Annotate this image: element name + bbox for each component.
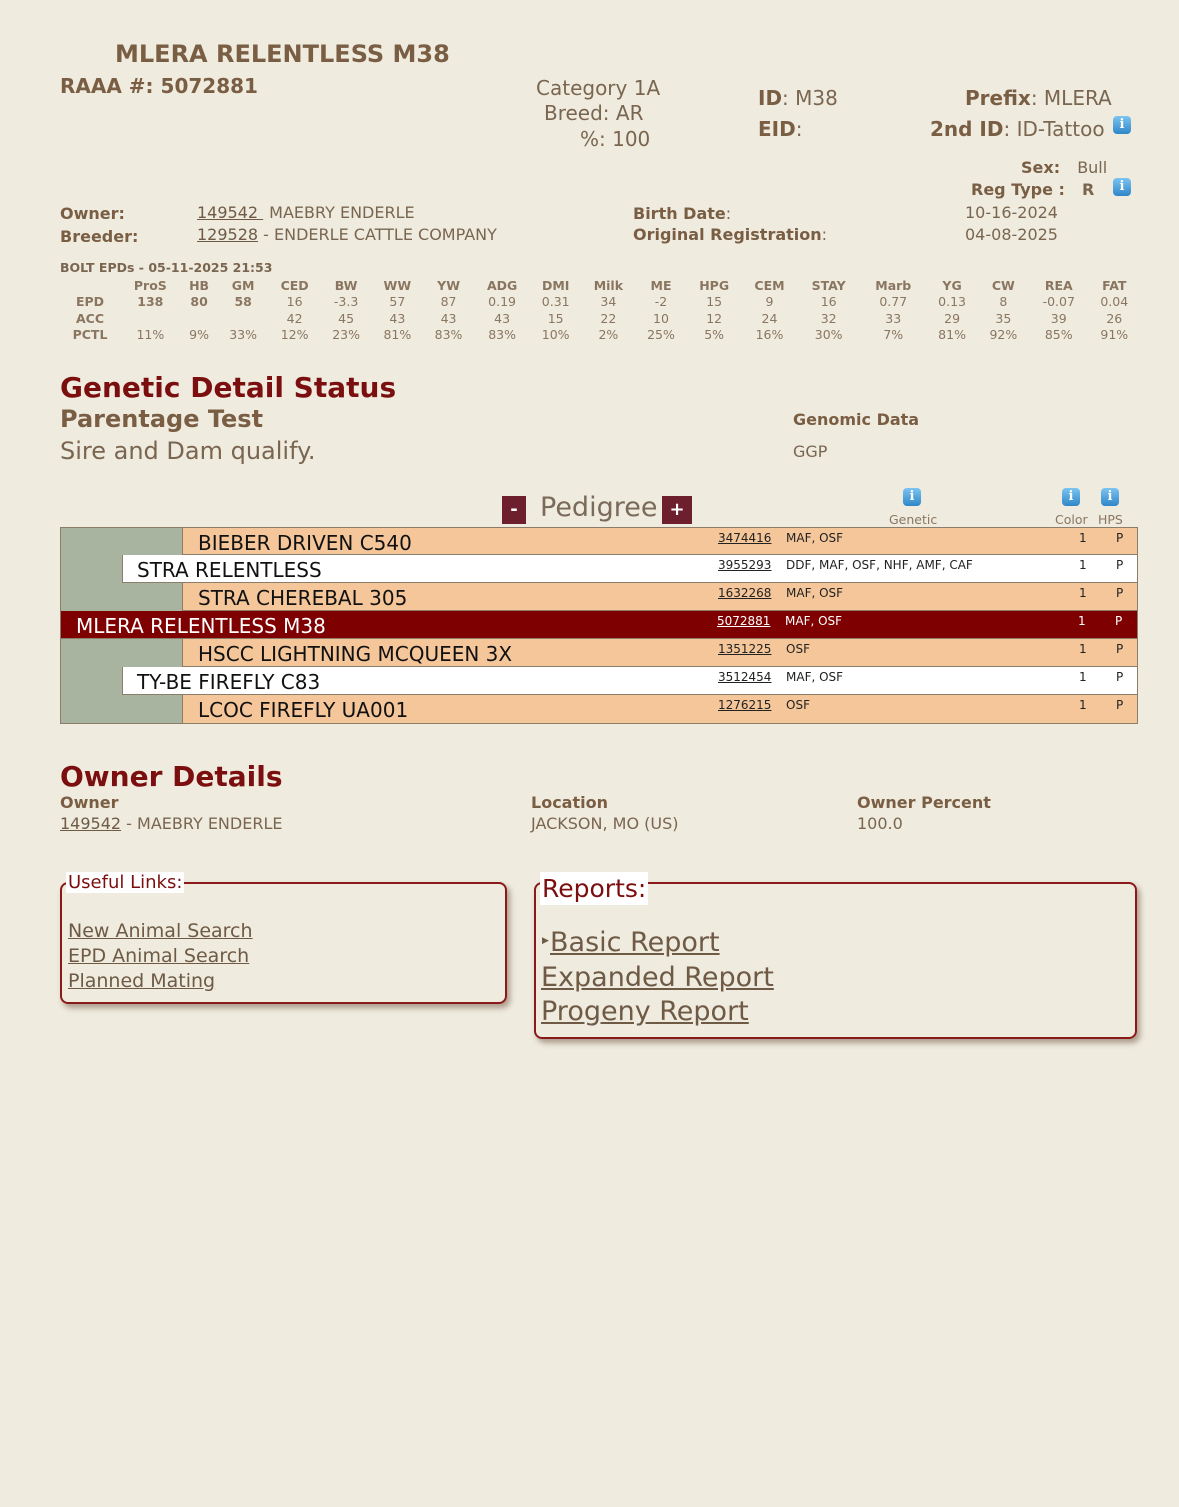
epd-title: BOLT EPDs - 05-11-2025 21:53 xyxy=(60,260,273,275)
hps-info-icon[interactable]: i xyxy=(1101,488,1119,506)
birth-date-label: Birth Date: xyxy=(633,204,732,223)
reports-title: Reports: xyxy=(542,874,647,903)
epd-value-cell xyxy=(181,310,218,327)
epd-value-cell: 0.19 xyxy=(488,294,517,310)
pedigree-row-sire-dam[interactable] xyxy=(182,583,1137,611)
sex xyxy=(1021,158,1107,177)
reg-type-label: Reg Type : xyxy=(971,180,1065,199)
owner-heading: Owner xyxy=(60,793,119,812)
epd-value-cell: 92% xyxy=(989,327,1018,343)
epd-column-header: DMI xyxy=(541,277,570,293)
epd-column-header: CED xyxy=(280,277,309,293)
pedigree-collapse-button[interactable]: - xyxy=(502,496,526,524)
sex-label: Sex: xyxy=(1021,158,1061,177)
pedigree-reg-link[interactable]: 5072881 xyxy=(717,614,771,628)
owner-detail-line xyxy=(60,814,282,833)
color-info-icon[interactable]: i xyxy=(1062,488,1080,506)
epd-column-header: HPG xyxy=(699,277,730,293)
pedigree-name: BIEBER DRIVEN C540 xyxy=(198,531,412,555)
epd-value-cell: 30% xyxy=(814,327,843,343)
epd-column-header: Marb xyxy=(875,277,912,293)
epd-value-cell: -3.3 xyxy=(333,294,359,310)
breed xyxy=(544,101,643,125)
epd-value-cell: 87 xyxy=(440,294,457,310)
epd-corner-cell xyxy=(60,277,120,294)
reports-box xyxy=(534,874,1137,1039)
prefix: Prefix: MLERA xyxy=(965,86,1112,110)
epd-value-cell xyxy=(218,310,269,327)
pedigree-row-subject[interactable] xyxy=(61,611,1137,639)
pedigree-title: Pedigree xyxy=(540,492,658,523)
prefix-value: MLERA xyxy=(1043,86,1112,110)
pedigree-color: 1 xyxy=(1079,586,1087,600)
epd-value-cell: 33 xyxy=(885,310,902,326)
breeder-label: Breeder: xyxy=(60,227,139,246)
epd-value-cell: 43 xyxy=(440,310,457,326)
genomic-heading: Genomic Data xyxy=(793,410,920,429)
epd-value-cell: 35 xyxy=(995,310,1012,326)
epd-value-cell: 39 xyxy=(1050,310,1067,326)
epd-column-header: STAY xyxy=(811,277,846,293)
orig-reg-value: 04-08-2025 xyxy=(965,225,1058,244)
epd-row-label: PCTL xyxy=(72,327,108,343)
epd-value-cell: 22 xyxy=(600,310,617,326)
epd-value-cell: 0.04 xyxy=(1100,294,1129,310)
second-id: 2nd ID: ID-Tattoo xyxy=(930,117,1105,141)
epd-value-cell: 29 xyxy=(944,310,961,326)
epd-value-cell: 42 xyxy=(286,310,303,326)
epd-column-header: ProS xyxy=(133,277,167,293)
epd-table xyxy=(60,277,1140,343)
epd-value-cell: 80 xyxy=(190,294,208,310)
pedigree-reg-link[interactable]: 3512454 xyxy=(718,670,772,684)
acc-row xyxy=(60,310,1140,327)
animal-id: ID: M38 xyxy=(758,86,838,110)
genomic-value: GGP xyxy=(793,442,828,461)
second-id-info-icon[interactable]: i xyxy=(1113,116,1131,134)
epd-column-header: CEM xyxy=(754,277,785,293)
epd-value-cell: 0.77 xyxy=(879,294,908,310)
epd-value-cell: 33% xyxy=(229,327,258,343)
new-animal-search-link[interactable]: New Animal Search xyxy=(68,920,253,942)
owner-percent-heading: Owner Percent xyxy=(857,793,991,812)
pedigree-row-sire[interactable] xyxy=(122,555,1137,583)
epd-value-cell: -0.07 xyxy=(1042,294,1075,310)
epd-value-cell: 91% xyxy=(1100,327,1129,343)
eid-label: EID xyxy=(758,117,796,141)
epd-value-cell: 15 xyxy=(547,310,564,326)
location-heading: Location xyxy=(531,793,608,812)
owner-id-link[interactable]: 149542 xyxy=(197,203,264,222)
epd-value-cell: 26 xyxy=(1106,310,1123,326)
orig-reg-label-text: Original Registration xyxy=(633,225,822,244)
second-id-label: 2nd ID xyxy=(930,117,1004,141)
pedigree-color: 1 xyxy=(1079,670,1087,684)
second-id-value: ID-Tattoo xyxy=(1016,117,1105,141)
planned-mating-link[interactable]: Planned Mating xyxy=(68,970,216,992)
pedigree-hps: P xyxy=(1116,531,1124,545)
color-col-label: Color xyxy=(1055,512,1088,527)
owner-line xyxy=(197,203,415,222)
epd-value-cell: 5% xyxy=(704,327,725,343)
eid: EID: xyxy=(758,117,803,141)
epd-value-cell: 7% xyxy=(883,327,904,343)
epd-value-cell: 11% xyxy=(136,327,165,343)
epd-value-cell: 34 xyxy=(600,294,617,310)
animal-name: MLERA RELENTLESS M38 xyxy=(115,40,450,68)
pedigree-name: LCOC FIREFLY UA001 xyxy=(198,698,409,722)
pedigree-hps: P xyxy=(1116,558,1124,572)
epd-value-cell: 81% xyxy=(383,327,412,343)
pedigree-defects: DDF, MAF, OSF, NHF, AMF, CAF xyxy=(786,558,973,572)
epd-value-cell: 0.31 xyxy=(541,294,570,310)
epd-column-header: REA xyxy=(1044,277,1073,293)
pedigree-reg-link[interactable]: 1351225 xyxy=(718,642,772,656)
owner-percent-value: 100.0 xyxy=(857,814,903,833)
breeder-name: - ENDERLE CATTLE COMPANY xyxy=(263,225,497,244)
epd-value-cell: 12% xyxy=(280,327,309,343)
pedigree-name: STRA RELENTLESS xyxy=(137,558,322,582)
raaa-value: 5072881 xyxy=(160,74,258,98)
epd-column-header: YW xyxy=(437,277,460,293)
pedigree-row-dam-sire[interactable] xyxy=(182,639,1137,667)
epd-column-header: GM xyxy=(231,277,255,293)
pedigree-grid xyxy=(60,527,1138,724)
epd-value-cell: -2 xyxy=(654,294,668,310)
pedigree-defects: MAF, OSF xyxy=(785,614,843,628)
pedigree-color: 1 xyxy=(1079,698,1087,712)
bullet-icon: ▶ xyxy=(542,936,549,946)
breeder-id-link[interactable]: 129528 xyxy=(197,225,259,244)
pedigree-color: 1 xyxy=(1079,531,1087,545)
breed-value: AR xyxy=(615,101,644,125)
progeny-report-link[interactable]: Progeny Report xyxy=(541,996,749,1027)
owner-detail-name: - MAEBRY ENDERLE xyxy=(121,814,283,833)
orig-reg-label: Original Registration: xyxy=(633,225,828,244)
epd-value-cell: 83% xyxy=(488,327,516,343)
epd-value-cell: 25% xyxy=(647,327,675,343)
pedigree-defects: MAF, OSF xyxy=(786,531,844,545)
pedigree-hps: P xyxy=(1116,586,1124,600)
pedigree-reg-link[interactable]: 1632268 xyxy=(718,586,772,600)
pedigree-row-dam[interactable] xyxy=(122,667,1137,695)
epd-value-cell: 2% xyxy=(598,327,619,343)
epd-header-row xyxy=(60,277,1140,294)
pedigree-defects: MAF, OSF xyxy=(786,586,844,600)
pedigree-name: STRA CHEREBAL 305 xyxy=(198,586,408,610)
epd-value-cell: 138 xyxy=(137,294,164,310)
owner-details-title: Owner Details xyxy=(60,760,283,793)
owner-detail-id-link[interactable]: 149542 xyxy=(60,814,122,833)
useful-links-box xyxy=(60,872,507,1004)
epd-value-cell: 58 xyxy=(234,294,252,310)
category: Category 1A xyxy=(536,76,661,100)
parentage-text: Sire and Dam qualify. xyxy=(60,437,316,465)
genetic-col-label: Genetic xyxy=(889,512,938,527)
owner-name: MAEBRY ENDERLE xyxy=(269,203,415,222)
epd-value-cell: 57 xyxy=(389,294,406,310)
id-label: ID xyxy=(758,86,783,110)
epd-column-header: YG xyxy=(942,277,962,293)
location-value: JACKSON, MO (US) xyxy=(531,814,679,833)
epd-value-cell: 15 xyxy=(706,294,723,310)
epd-value-cell: 24 xyxy=(761,310,778,326)
pedigree-row-dam-dam[interactable] xyxy=(182,695,1137,723)
pedigree-reg-link[interactable]: 3474416 xyxy=(718,531,772,545)
epd-value-cell: 9 xyxy=(765,294,774,310)
pedigree-defects: OSF xyxy=(786,698,810,712)
percent xyxy=(580,127,650,151)
epd-value-cell: 8 xyxy=(999,294,1008,310)
epd-value-cell: 12 xyxy=(706,310,723,326)
epd-value-cell: 43 xyxy=(494,310,511,326)
pedigree-color: 1 xyxy=(1078,614,1086,628)
epd-column-header: WW xyxy=(383,277,412,293)
epd-value-cell: 23% xyxy=(332,327,361,343)
reg-type-value: R xyxy=(1082,180,1095,199)
epd-column-header: ME xyxy=(650,277,672,293)
raaa-number xyxy=(60,74,258,98)
epd-value-cell: 32 xyxy=(820,310,837,326)
epd-animal-search-link[interactable]: EPD Animal Search xyxy=(68,945,250,967)
pedigree-name: MLERA RELENTLESS M38 xyxy=(76,614,326,638)
epd-value-cell: 10 xyxy=(653,310,669,326)
epd-value-cell: 16% xyxy=(755,327,784,343)
epd-column-header: ADG xyxy=(486,277,518,293)
epd-value-cell: 43 xyxy=(389,310,406,326)
raaa-label: RAAA #: xyxy=(60,74,154,98)
epd-value-cell: 83% xyxy=(434,327,463,343)
breeder-line xyxy=(197,225,497,244)
sex-value: Bull xyxy=(1077,158,1108,177)
pedigree-reg-link[interactable]: 1276215 xyxy=(718,698,772,712)
parentage-heading: Parentage Test xyxy=(60,405,264,433)
epd-column-header: FAT xyxy=(1102,277,1127,293)
epd-value-cell: 85% xyxy=(1044,327,1073,343)
epd-column-header: CW xyxy=(991,277,1015,293)
epd-column-header: Milk xyxy=(593,277,624,293)
pedigree-expand-button[interactable]: + xyxy=(662,496,692,524)
reg-type-info-icon[interactable]: i xyxy=(1113,178,1131,196)
birth-date-label-text: Birth Date xyxy=(633,204,726,223)
percent-label: %: xyxy=(580,127,606,151)
basic-report-link[interactable]: Basic Report xyxy=(550,927,720,958)
epd-value-cell: 0.13 xyxy=(938,294,966,310)
epd-column-header: BW xyxy=(334,277,358,293)
epd-value-cell: 16 xyxy=(286,294,303,310)
epd-value-cell: 81% xyxy=(938,327,966,343)
pedigree-hps: P xyxy=(1116,670,1124,684)
percent-value: 100 xyxy=(612,127,651,151)
pedigree-color: 1 xyxy=(1079,558,1087,572)
epd-value-cell: 9% xyxy=(189,327,210,343)
pedigree-defects: MAF, OSF xyxy=(786,670,844,684)
prefix-label: Prefix xyxy=(965,86,1031,110)
pedigree-name: HSCC LIGHTNING MCQUEEN 3X xyxy=(198,642,513,666)
epd-row-label: ACC xyxy=(75,310,105,326)
genetic-info-icon[interactable]: i xyxy=(903,488,921,506)
epd-row xyxy=(60,294,1140,311)
epd-row-label: EPD xyxy=(75,294,105,310)
pedigree-reg-link[interactable]: 3955293 xyxy=(718,558,772,572)
hps-col-label: HPS xyxy=(1098,512,1123,527)
epd-value-cell: 16 xyxy=(820,294,837,310)
birth-date-value: 10-16-2024 xyxy=(965,203,1058,222)
pedigree-color: 1 xyxy=(1079,642,1087,656)
epd-value-cell: 45 xyxy=(338,310,355,326)
epd-column-header: HB xyxy=(189,277,210,293)
useful-links-title: Useful Links: xyxy=(68,872,183,893)
owner-label: Owner: xyxy=(60,204,125,223)
id-value: M38 xyxy=(795,86,838,110)
breed-label: Breed: xyxy=(544,101,610,125)
pedigree-name: TY-BE FIREFLY C83 xyxy=(137,670,321,694)
pedigree-hps: P xyxy=(1115,614,1123,628)
pctl-row xyxy=(60,327,1140,344)
reg-type xyxy=(971,180,1094,199)
expanded-report-link[interactable]: Expanded Report xyxy=(541,962,774,993)
pedigree-hps: P xyxy=(1116,698,1124,712)
pedigree-row-sire-sire[interactable] xyxy=(182,528,1137,555)
pedigree-defects: OSF xyxy=(786,642,810,656)
pedigree-hps: P xyxy=(1116,642,1124,656)
genetic-title: Genetic Detail Status xyxy=(60,371,397,404)
epd-value-cell: 10% xyxy=(541,327,570,343)
epd-value-cell xyxy=(120,310,181,327)
